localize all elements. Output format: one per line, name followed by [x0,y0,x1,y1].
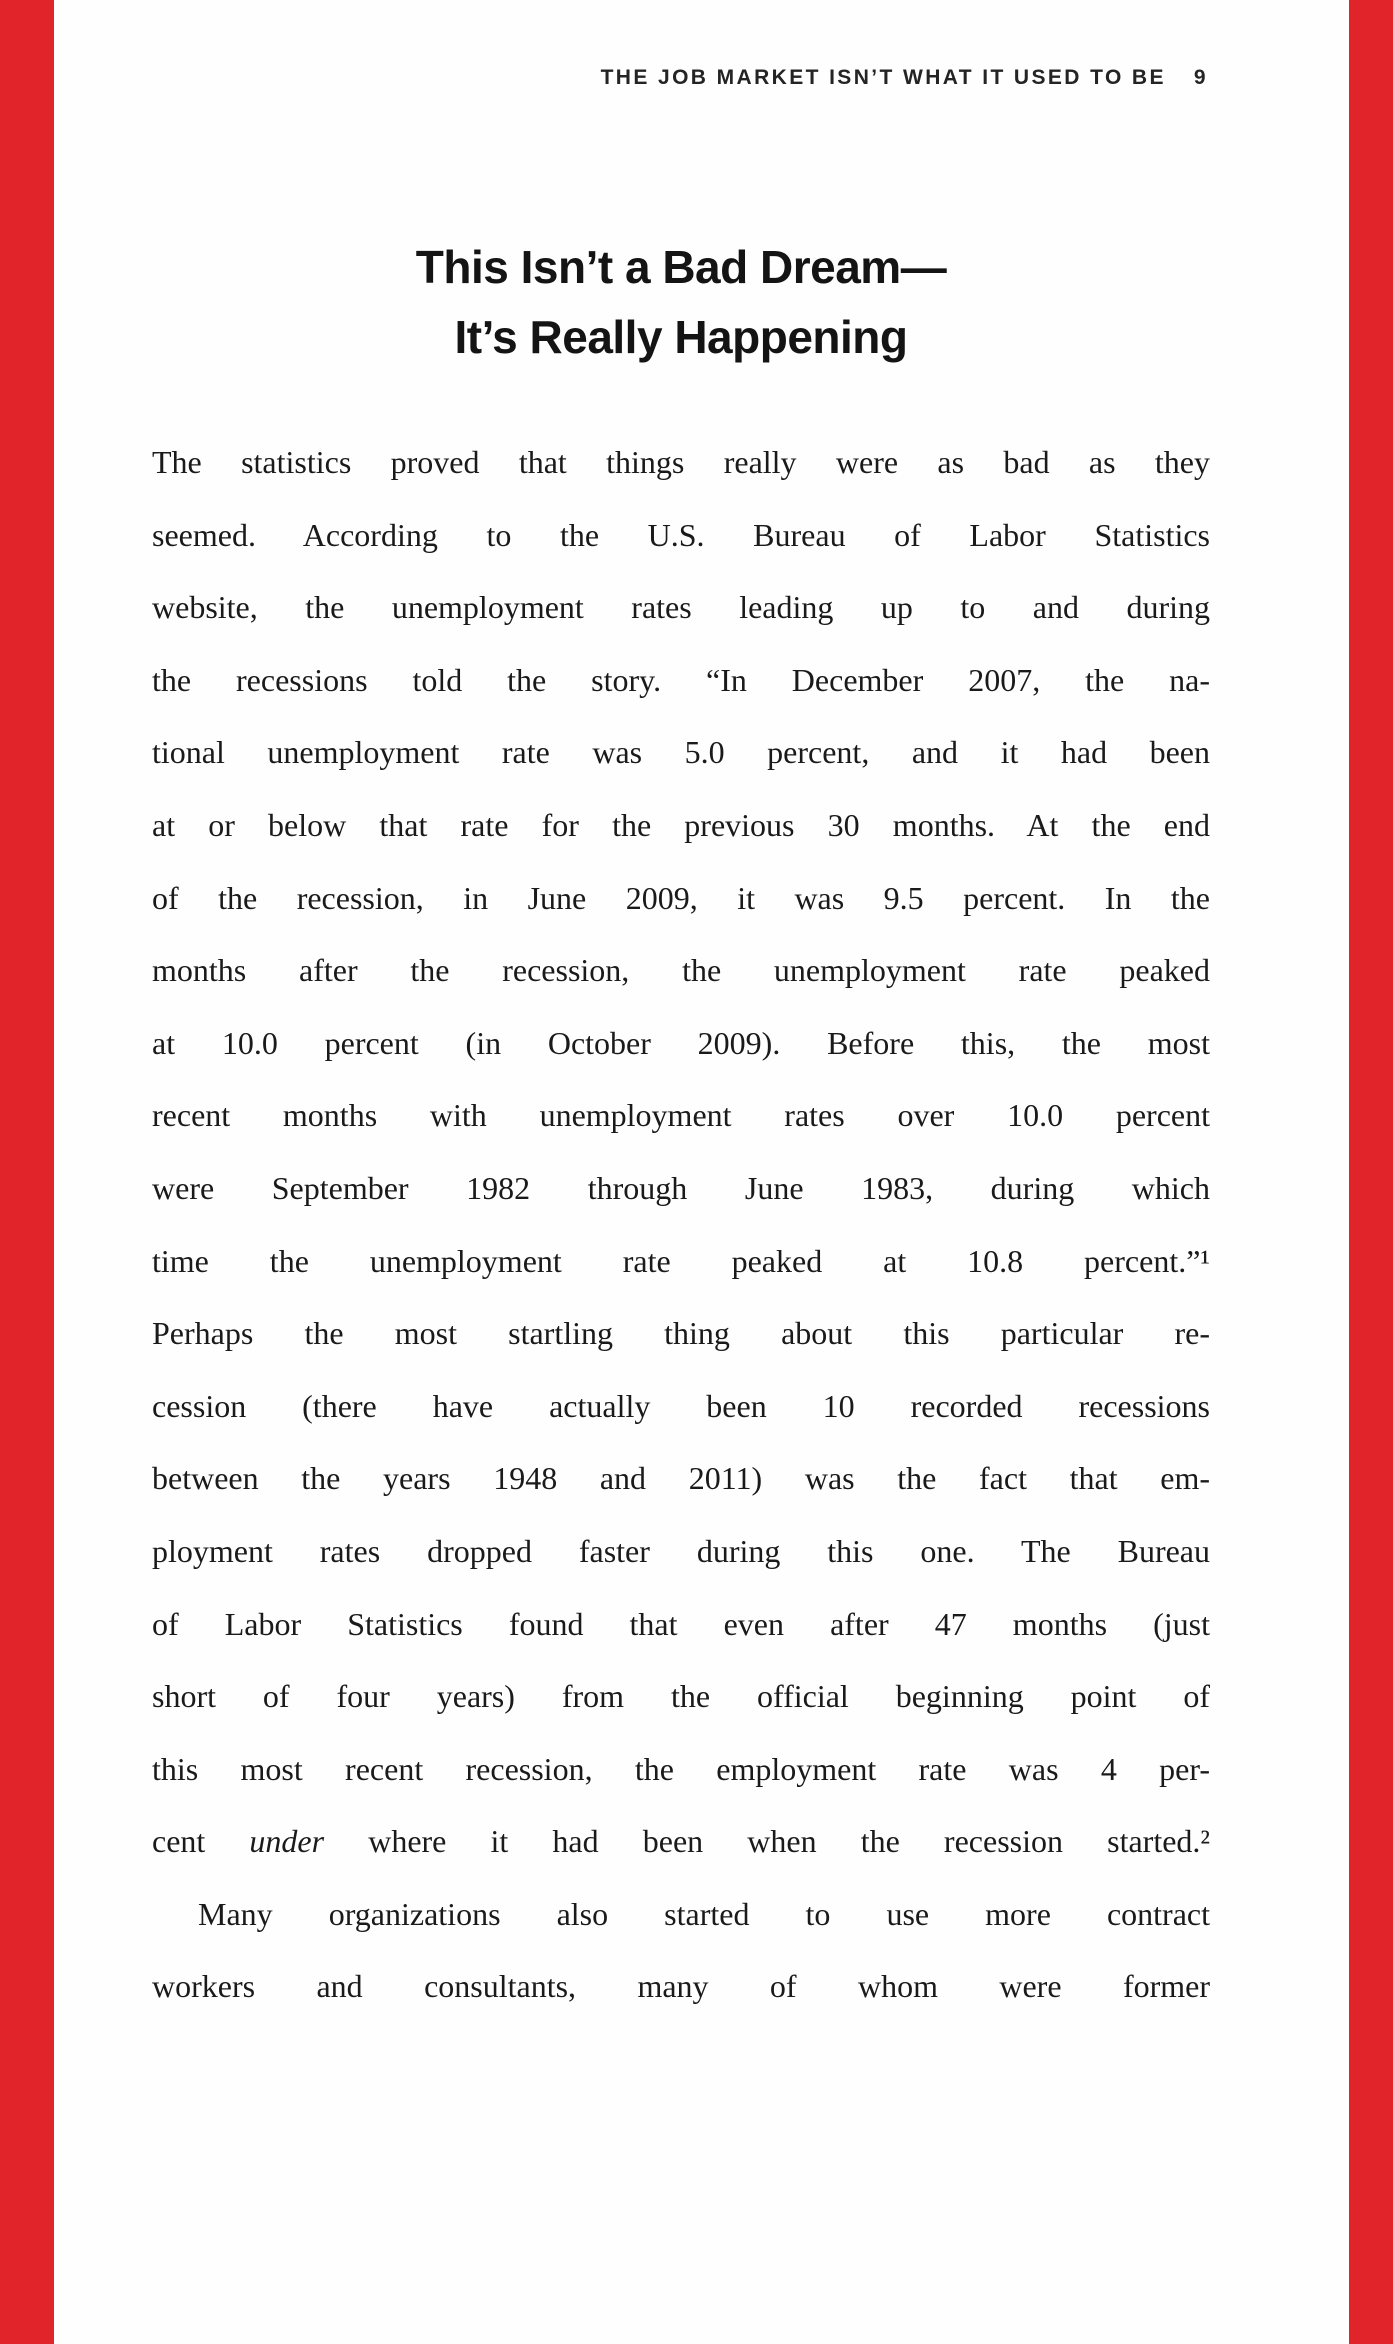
body-text [152,426,1210,2023]
body-line: tional unemployment rate was 5.0 percent, and it had been [152,734,1210,771]
body-line: workers and consultants, many of whom were former [152,1968,1210,2005]
body-line: months after the recession, the unemployment rate peaked [152,952,1210,989]
section-title [152,232,1210,372]
body-line: time the unemployment rate peaked at 10.8 percent.”¹ [152,1242,1210,1279]
left-cover-red-strip [0,0,54,2344]
body-line: short of four years) from the official beginning point of [152,1678,1210,1715]
body-line [152,1805,1210,1878]
body-line: of the recession, in June 2009, it was 9.5 percent. In the [152,879,1210,916]
body-line: this most recent recession, the employment rate was 4 per- [152,1750,1210,1787]
section-title-line-1: This Isn’t a Bad Dream— [415,241,947,293]
body-line-segment: where it had been when the recession started.² [324,1823,1210,1860]
section-title-line-2: It’s Really Happening [454,311,908,363]
body-line: of Labor Statistics found that even after 47 months (just [152,1605,1210,1642]
body-line: seemed. According to the U.S. Bureau of Labor Statistics [152,516,1210,553]
body-line: recent months with unemployment rates over 10.0 percent [152,1097,1210,1134]
body-line: were September 1982 through June 1983, during which [152,1169,1210,1206]
body-line: Many organizations also started to use more contract [198,1895,1210,1932]
right-cover-red-strip [1349,0,1393,2344]
running-header [601,66,1208,90]
body-line: cession (there have actually been 10 recorded recessions [152,1387,1210,1424]
body-line: at 10.0 percent (in October 2009). Before this, the most [152,1024,1210,1061]
page-content [152,0,1210,2344]
body-line-segment-italic: under [249,1823,325,1860]
body-line-segment: cent [152,1823,250,1860]
body-line: between the years 1948 and 2011) was the fact that em- [152,1460,1210,1497]
body-line: website, the unemployment rates leading up to and during [152,589,1210,626]
body-line: at or below that rate for the previous 30 months. At the end [152,806,1210,843]
page-number: 9 [1193,66,1208,89]
body-line: ployment rates dropped faster during this one. The Bureau [152,1532,1210,1569]
running-header-title: THE JOB MARKET ISN’T WHAT IT USED TO BE [600,66,1166,89]
body-line: The statistics proved that things really were as bad as they [152,444,1210,480]
body-line: the recessions told the story. “In December 2007, the na- [152,661,1210,698]
body-line: Perhaps the most startling thing about this particular re- [152,1315,1210,1352]
